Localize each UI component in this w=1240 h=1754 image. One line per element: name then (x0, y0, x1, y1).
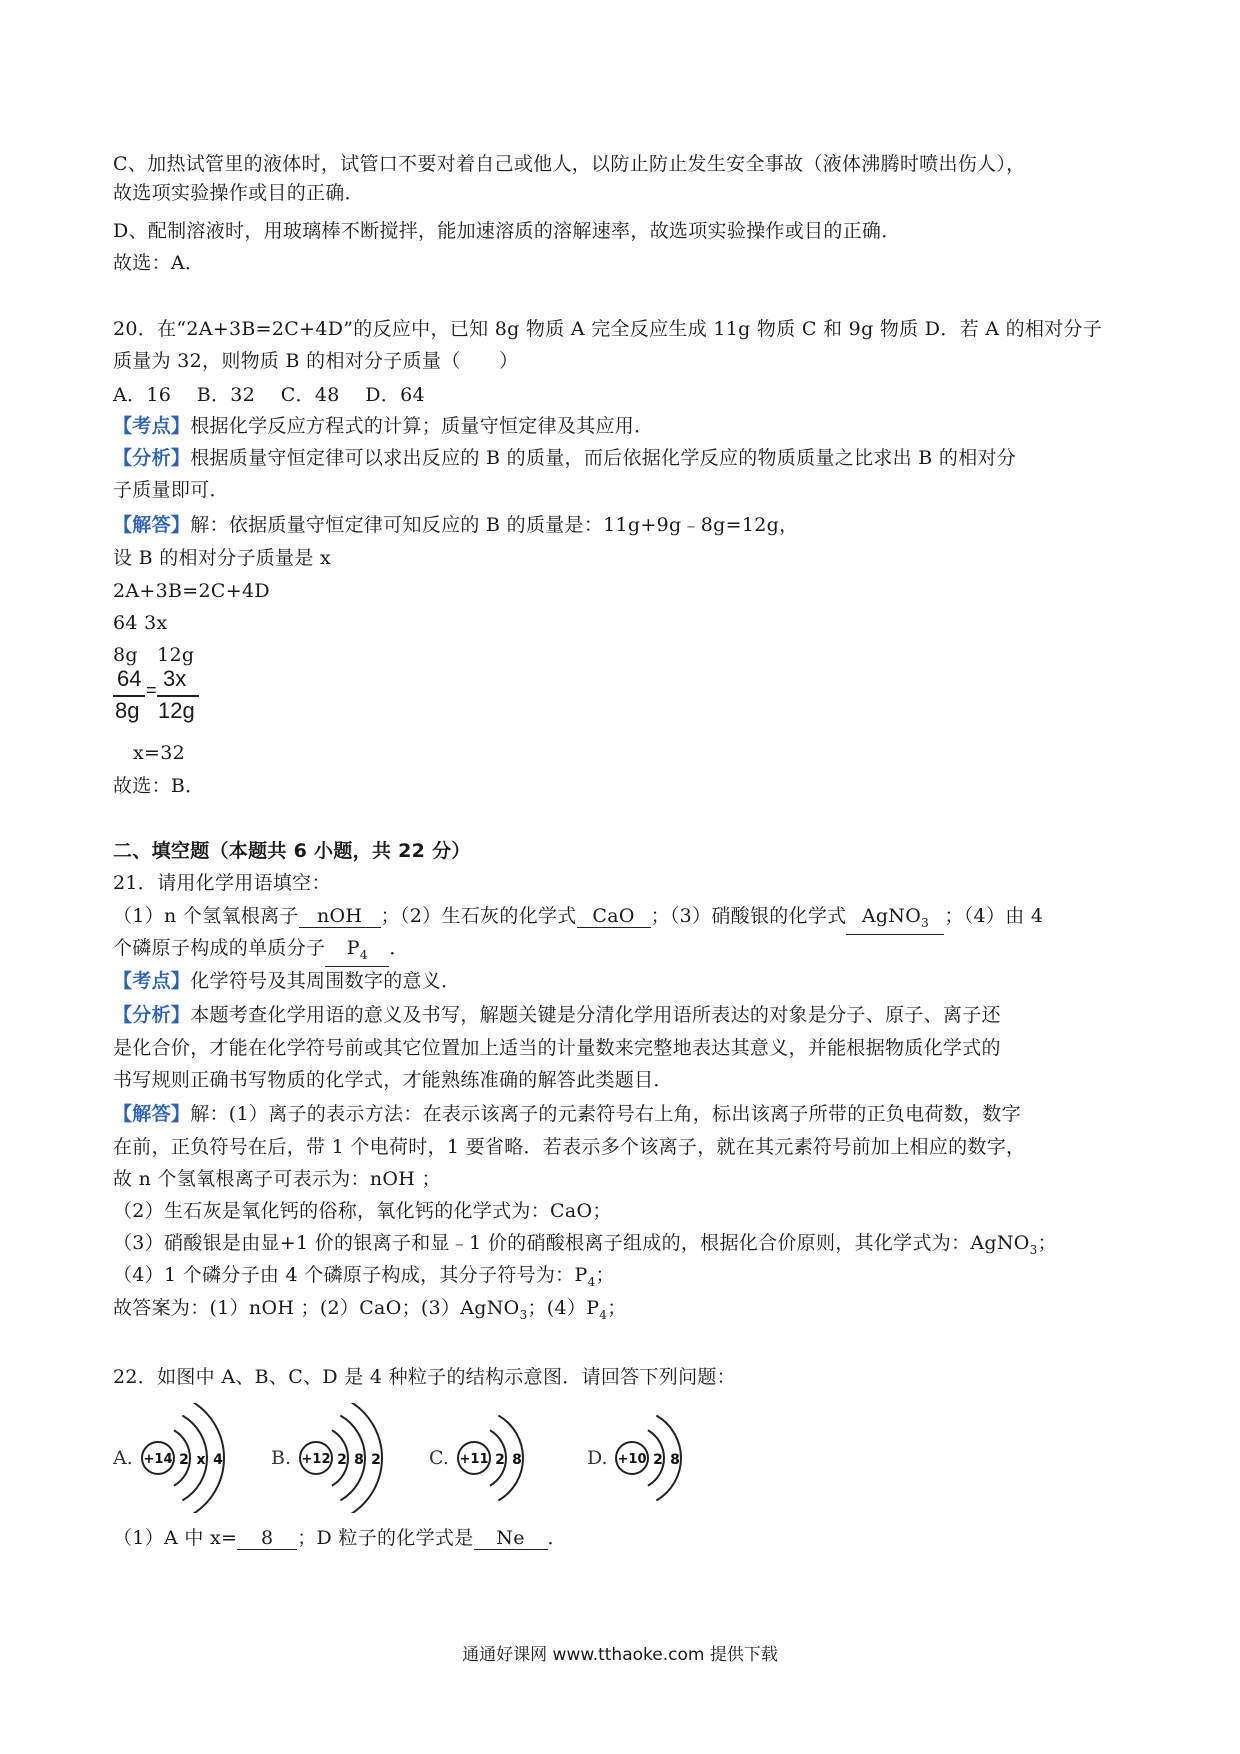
ans-part-a: 故答案为：(1）nOH ；(2）CaO；(3）AgNO (113, 1297, 520, 1319)
fenxi-text: 本题考查化学用语的意义及书写，解题关键是分清化学用语所表达的对象是分子、原子、离子还 (190, 1004, 1001, 1026)
shell-electron-count: 2 (495, 1452, 505, 1468)
q21-part6-text: ． (389, 937, 409, 959)
q21-kaodian (113, 968, 460, 994)
ans-part-b: ；(4）P (527, 1297, 600, 1319)
jieda6-end: ； (595, 1264, 615, 1286)
q21-stem: 21．请用化学用语填空： (113, 872, 331, 894)
q21-fenxi-line2: 是化合价，才能在化学符号前或其它位置加上适当的计量数来完整地表达其意义，并能根据物质化学式的 (113, 1037, 1001, 1059)
frac-left-numerator: 64 (117, 666, 142, 691)
fenxi-tag: 【分析】 (113, 1004, 191, 1026)
q20-fenxi (113, 445, 1016, 471)
shell-electron-count: x (196, 1452, 206, 1468)
shell-electron-count: 2 (179, 1452, 189, 1468)
q20-jieda (113, 512, 798, 538)
q20-stem-line1: 20．在“2A+3B=2C+4D”的反应中，已知 8g 物质 A 完全反应生成 11g 物质 C 和 9g 物质 D．若 A 的相对分子 (113, 318, 1103, 340)
q21-final-answer (113, 1295, 627, 1328)
q20-sol-line1: 设 B 的相对分子质量是 x (113, 547, 331, 569)
q22-part1: （1）A 中 x= (113, 1527, 238, 1549)
prev-line-c2: 故选项实验操作或目的正确． (113, 182, 364, 204)
blank-3-main: AgNO (861, 905, 922, 927)
jieda6-sub: 4 (587, 1274, 596, 1289)
jieda-text: 解：依据质量守恒定律可知反应的 B 的质量是：11g+9g﹣8g=12g， (190, 514, 799, 536)
shell-electron-count: 8 (512, 1452, 522, 1468)
q21-jieda-line6 (113, 1262, 615, 1295)
q22-part3: ． (547, 1527, 567, 1549)
q21-part4-text: ；（4）由 4 (944, 905, 1044, 927)
q22-stem: 22．如图中 A、B、C、D 是 4 种粒子的结构示意图．请回答下列问题： (113, 1366, 736, 1388)
q21-part1-text: （1）n 个氢氧根离子 (113, 905, 299, 927)
q21-fenxi (113, 1002, 1001, 1028)
q21-part3-text: ；（3）硝酸银的化学式 (650, 905, 847, 927)
q20-options: A．16 B．32 C．48 D．64 (113, 384, 425, 406)
shell-electron-count: 8 (670, 1452, 680, 1468)
q22-blank-2: Ne (474, 1527, 548, 1550)
ans-sub4: 4 (599, 1307, 608, 1322)
q21-part5-text: 个磷原子构成的单质分子 (113, 937, 326, 959)
q20-sol-line2: 2A+3B=2C+4D (113, 580, 270, 602)
frac-left-bar (113, 695, 145, 697)
atom-label: C. (429, 1447, 449, 1469)
q21-jieda-line5 (113, 1230, 1057, 1263)
q21-jieda-line2: 在前，正负符号在后，带 1 个电荷时，1 要省略．若表示多个该离子，就在其元素符号前加上相应的数字， (113, 1136, 1026, 1158)
jieda5-sub: 3 (1029, 1242, 1038, 1257)
blank-4-sub: 4 (359, 947, 368, 962)
blank-2: CaO (577, 905, 651, 928)
blank-4 (325, 937, 389, 967)
jieda5-end: ； (1037, 1232, 1057, 1254)
blank-3 (846, 905, 944, 935)
nucleus-charge: +14 (143, 1452, 173, 1467)
q22-part2: ；D 粒子的化学式是 (297, 1527, 474, 1549)
blank-4-main: P (346, 937, 360, 959)
q20-sol-line4: 8g 12g (113, 644, 195, 666)
blank-3-sub: 3 (921, 915, 930, 930)
q20-answer: 故选：B． (113, 775, 205, 797)
q21-jieda (113, 1101, 1021, 1127)
shell-electron-count: 8 (354, 1452, 364, 1468)
frac-right-numerator: 3x (163, 666, 187, 691)
prev-line-c1: C、加热试管里的液体时，试管口不要对着自己或他人，以防止防止发生安全事故（液体沸腾时喷出伤人）， (113, 153, 1026, 175)
q20-fenxi-line2: 子质量即可． (113, 479, 229, 501)
section-title: 二、填空题（本题共 6 小题，共 22 分） (113, 840, 471, 862)
kaodian-tag: 【考点】 (113, 415, 191, 437)
q21-line1 (113, 903, 1043, 935)
shell-electron-count: 4 (213, 1452, 223, 1468)
kaodian-text: 根据化学反应方程式的计算；质量守恒定律及其应用． (190, 415, 654, 437)
atom-label: D. (587, 1447, 608, 1469)
q20-result: x=32 (133, 742, 186, 764)
atom-label: A. (113, 1447, 133, 1469)
nucleus-charge: +11 (459, 1452, 489, 1467)
frac-right-denominator: 12g (158, 698, 195, 723)
shell-electron-count: 2 (653, 1452, 663, 1468)
q21-fenxi-line3: 书写规则正确书写物质的化学式，才能熟练准确的解答此类题目． (113, 1069, 673, 1091)
prev-line-d: D、配制溶液时，用玻璃棒不断搅拌，能加速溶质的溶解速率，故选项实验操作或目的正确． (113, 220, 901, 242)
frac-equals: = (146, 680, 157, 700)
q21-line2 (113, 935, 409, 967)
jieda-tag: 【解答】 (113, 1103, 191, 1125)
q20-sol-line3: 64 3x (113, 612, 168, 634)
kaodian-tag: 【考点】 (113, 970, 191, 992)
nucleus-charge: +12 (301, 1452, 331, 1467)
q20-stem-line2: 质量为 32，则物质 B 的相对分子质量（ ） (113, 350, 519, 372)
blank-1: nOH (299, 905, 381, 928)
q21-jieda-line3: 故 n 个氢氧根离子可表示为：nOH ； (113, 1168, 441, 1190)
fenxi-text: 根据质量守恒定律可以求出反应的 B 的质量，而后依据化学反应的物质质量之比求出 B 的相对分 (190, 447, 1017, 469)
atom-label: B. (271, 1447, 292, 1469)
nucleus-charge: +10 (617, 1452, 647, 1467)
q20-fraction-equation (113, 664, 213, 726)
jieda6-text: （4）1 个磷分子由 4 个磷原子构成，其分子符号为：P (113, 1264, 588, 1286)
fenxi-tag: 【分析】 (113, 447, 191, 469)
jieda-tag: 【解答】 (113, 514, 191, 536)
frac-right-bar (157, 695, 199, 697)
prev-answer: 故选：A． (113, 252, 205, 274)
ans-part-c: ； (607, 1297, 627, 1319)
ans-sub3: 3 (519, 1307, 528, 1322)
kaodian-text: 化学符号及其周围数字的意义． (190, 970, 461, 992)
q22-blank-1: 8 (237, 1527, 297, 1550)
shell-electron-count: 2 (371, 1452, 381, 1468)
jieda5-text: （3）硝酸银是由显+1 价的银离子和显﹣1 价的硝酸根离子组成的，根据化合价原则，其化学式为：AgNO (113, 1232, 1030, 1254)
q21-part2-text: ；（2）生石灰的化学式 (380, 905, 577, 927)
page-footer: 通通好课网 www.tthaoke.com 提供下载 (462, 1645, 778, 1665)
q21-jieda-line4: （2）生石灰是氧化钙的俗称，氧化钙的化学式为：CaO； (113, 1200, 612, 1222)
q20-kaodian (113, 413, 653, 439)
jieda-text: 解：(1）离子的表示方法：在表示该离子的元素符号右上角，标出该离子所带的正负电荷数，数字 (190, 1103, 1021, 1125)
shell-electron-count: 2 (337, 1452, 347, 1468)
q22-question1 (113, 1525, 567, 1551)
frac-left-denominator: 8g (115, 698, 140, 723)
atom-structure-diagrams (113, 1403, 713, 1513)
